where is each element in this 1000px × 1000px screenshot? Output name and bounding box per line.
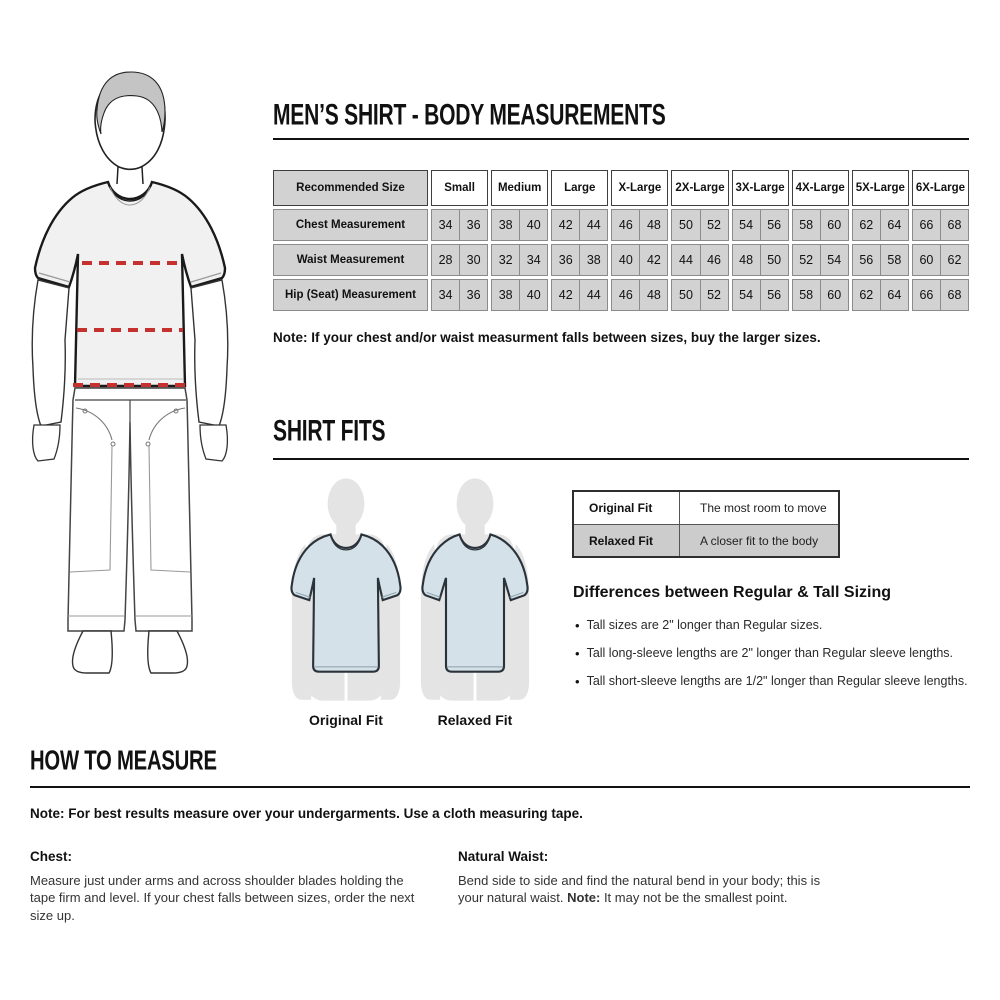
measurement-value-cell: 66 xyxy=(912,209,941,241)
difference-bullet: • Tall short-sleeve lengths are 1/2" longer than Regular sleeve lengths. xyxy=(575,674,968,691)
fit-description-table xyxy=(572,490,840,558)
fit-row-original xyxy=(574,492,838,524)
size-value-group xyxy=(431,209,488,241)
fit-description: A closer fit to the body xyxy=(700,533,819,548)
measurement-value-cell: 50 xyxy=(671,279,700,311)
measurement-row-label: Hip (Seat) Measurement xyxy=(273,279,428,311)
size-column-header: 2X-Large xyxy=(671,170,728,206)
size-table-row xyxy=(273,244,969,276)
measurement-value-cell: 52 xyxy=(701,279,729,311)
size-value-group xyxy=(852,244,909,276)
size-value-group xyxy=(792,279,849,311)
measurement-value-cell: 50 xyxy=(761,244,789,276)
size-value-group xyxy=(611,209,668,241)
original-fit-label: Original Fit xyxy=(309,712,383,728)
how-to-measure-title: HOW TO MEASURE xyxy=(30,743,217,777)
measurement-row-label: Waist Measurement xyxy=(273,244,428,276)
figure-pants xyxy=(68,388,192,631)
measurement-value-cell: 34 xyxy=(431,209,460,241)
size-value-group xyxy=(671,209,728,241)
size-value-group xyxy=(732,209,789,241)
figure-left-foot xyxy=(72,631,112,673)
size-value-group xyxy=(491,244,548,276)
size-column-header: 4X-Large xyxy=(792,170,849,206)
measurement-value-cell: 38 xyxy=(580,244,608,276)
measurement-value-cell: 48 xyxy=(640,209,668,241)
measurement-value-cell: 46 xyxy=(611,209,640,241)
size-note: Note: If your chest and/or waist measurment falls between sizes, buy the larger sizes. xyxy=(273,330,821,345)
measurement-value-cell: 40 xyxy=(520,279,548,311)
measurement-value-cell: 38 xyxy=(491,209,520,241)
difference-bullet: • Tall long-sleeve lengths are 2" longer than Regular sleeve lengths. xyxy=(575,646,968,663)
measurement-value-cell: 34 xyxy=(431,279,460,311)
measurement-value-cell: 58 xyxy=(881,244,909,276)
measurement-value-cell: 66 xyxy=(912,279,941,311)
figure-right-arm xyxy=(191,280,228,426)
measurement-value-cell: 60 xyxy=(821,209,849,241)
measurement-value-cell: 36 xyxy=(460,279,488,311)
regular-tall-differences-heading: Differences between Regular & Tall Sizing xyxy=(573,584,891,601)
measurement-row-label: Chest Measurement xyxy=(273,209,428,241)
measurement-value-cell: 42 xyxy=(551,279,580,311)
size-column-header: 5X-Large xyxy=(852,170,909,206)
size-value-group xyxy=(431,279,488,311)
measurement-value-cell: 62 xyxy=(852,279,881,311)
size-value-group xyxy=(792,209,849,241)
size-value-group xyxy=(491,209,548,241)
figure-left-arm xyxy=(32,280,69,426)
size-value-group xyxy=(671,244,728,276)
measurement-value-cell: 56 xyxy=(852,244,881,276)
title-divider xyxy=(273,138,969,140)
measure-note: Note: For best results measure over your undergarments. Use a cloth measuring tape. xyxy=(30,806,583,821)
measurement-value-cell: 64 xyxy=(881,209,909,241)
original-fit-illustration xyxy=(288,476,404,704)
fit-description: The most room to move xyxy=(700,501,827,515)
size-value-group xyxy=(912,209,969,241)
difference-bullet: • Tall sizes are 2" longer than Regular sizes. xyxy=(575,618,968,635)
size-value-group xyxy=(611,279,668,311)
measurement-value-cell: 34 xyxy=(520,244,548,276)
measurement-value-cell: 62 xyxy=(941,244,969,276)
measurement-value-cell: 56 xyxy=(761,209,789,241)
natural-waist-instructions: Bend side to side and find the natural bend in your body; this is your natural waist. Note: It may not be the smallest point. xyxy=(458,873,821,906)
size-column-header: Small xyxy=(431,170,488,206)
measurement-value-cell: 68 xyxy=(941,209,969,241)
shirt-fits-divider xyxy=(273,458,969,460)
measurement-value-cell: 46 xyxy=(611,279,640,311)
measurement-value-cell: 38 xyxy=(491,279,520,311)
relaxed-fit-illustration xyxy=(417,476,533,704)
size-value-group xyxy=(912,244,969,276)
fit-name: Relaxed Fit xyxy=(574,525,680,556)
how-to-measure-divider xyxy=(30,786,970,788)
regular-tall-differences-list xyxy=(575,618,968,702)
measurement-value-cell: 54 xyxy=(732,279,761,311)
measurement-value-cell: 58 xyxy=(792,279,821,311)
size-value-group xyxy=(732,279,789,311)
relaxed-fit-label: Relaxed Fit xyxy=(437,712,513,728)
size-value-group xyxy=(671,279,728,311)
figure-right-foot xyxy=(148,631,188,673)
measurement-value-cell: 60 xyxy=(821,279,849,311)
measurement-value-cell: 54 xyxy=(732,209,761,241)
size-column-header: X-Large xyxy=(611,170,668,206)
size-value-group xyxy=(611,244,668,276)
measurement-value-cell: 36 xyxy=(551,244,580,276)
size-value-group xyxy=(792,244,849,276)
natural-waist-heading: Natural Waist: xyxy=(458,849,549,864)
measurement-value-cell: 30 xyxy=(460,244,488,276)
shirt-fits-title: SHIRT FITS xyxy=(273,414,386,448)
measurement-value-cell: 44 xyxy=(580,209,608,241)
measurement-value-cell: 36 xyxy=(460,209,488,241)
size-column-header: Large xyxy=(551,170,608,206)
chest-instructions: Measure just under arms and across shoulder blades holding the tape firm and level. If your chest falls between sizes, order the next size up. xyxy=(30,873,415,923)
measurement-value-cell: 58 xyxy=(792,209,821,241)
size-value-group xyxy=(431,244,488,276)
size-column-header: Medium xyxy=(491,170,548,206)
measurement-value-cell: 48 xyxy=(732,244,761,276)
size-value-group xyxy=(852,279,909,311)
body-measurement-figure-illustration xyxy=(25,68,245,683)
size-table-row xyxy=(273,279,969,311)
size-column-header: 3X-Large xyxy=(732,170,789,206)
measurement-value-cell: 40 xyxy=(520,209,548,241)
size-value-group xyxy=(551,209,608,241)
fit-row-relaxed xyxy=(574,524,838,556)
body-measurements-title: MEN’S SHIRT - BODY MEASUREMENTS xyxy=(273,98,666,132)
chest-heading: Chest: xyxy=(30,849,73,864)
measurement-value-cell: 56 xyxy=(761,279,789,311)
size-table-header-row xyxy=(273,170,969,206)
measurement-value-cell: 42 xyxy=(640,244,668,276)
measurement-value-cell: 32 xyxy=(491,244,520,276)
measurement-value-cell: 46 xyxy=(701,244,729,276)
fit-name: Original Fit xyxy=(574,492,680,524)
measurement-value-cell: 64 xyxy=(881,279,909,311)
size-column-header: 6X-Large xyxy=(912,170,969,206)
size-value-group xyxy=(551,244,608,276)
measurement-value-cell: 50 xyxy=(671,209,700,241)
size-value-group xyxy=(912,279,969,311)
size-value-group xyxy=(732,244,789,276)
measurement-value-cell: 52 xyxy=(792,244,821,276)
size-value-group xyxy=(551,279,608,311)
measurement-value-cell: 48 xyxy=(640,279,668,311)
measurement-value-cell: 44 xyxy=(671,244,700,276)
inline-note-label: Note: xyxy=(567,890,601,906)
measurement-value-cell: 60 xyxy=(912,244,941,276)
measurement-value-cell: 62 xyxy=(852,209,881,241)
size-table-corner-header: Recommended Size xyxy=(273,170,428,206)
measurement-value-cell: 68 xyxy=(941,279,969,311)
measurement-value-cell: 42 xyxy=(551,209,580,241)
size-value-group xyxy=(852,209,909,241)
size-measurement-table xyxy=(273,170,969,311)
size-table-row xyxy=(273,209,969,241)
measurement-value-cell: 44 xyxy=(580,279,608,311)
measurement-value-cell: 52 xyxy=(701,209,729,241)
measurement-value-cell: 54 xyxy=(821,244,849,276)
size-value-group xyxy=(491,279,548,311)
measurement-value-cell: 28 xyxy=(431,244,460,276)
measurement-value-cell: 40 xyxy=(611,244,640,276)
